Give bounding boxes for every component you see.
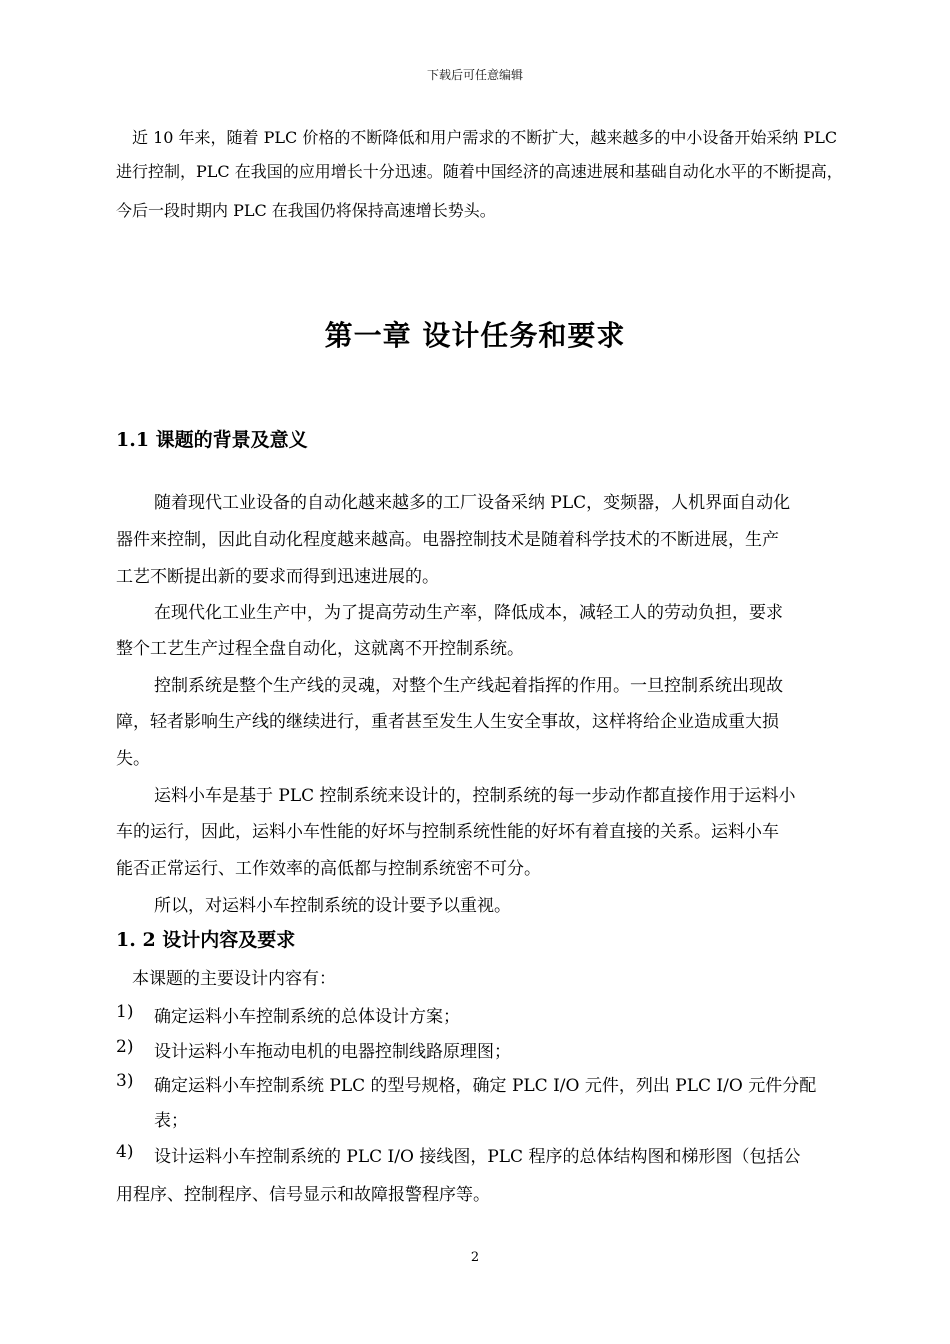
list-text: 确定运料小车控制系统 PLC 的型号规格，确定 PLC I/O 元件，列出 PLC I/O 元件分配 <box>154 1076 817 1096</box>
section-heading-1-1: 1.1 课题的背景及意义 <box>116 429 308 451</box>
section-heading-1-2: 1. 2 设计内容及要求 <box>116 929 296 951</box>
list-number: 1) <box>116 1002 134 1022</box>
list-text: 设计运料小车拖动电机的电器控制线路原理图； <box>154 1042 511 1062</box>
list-text-continued: 用程序、控制程序、信号显示和故障报警程序等。 <box>116 1185 490 1205</box>
page-header: 下载后可任意编辑 <box>426 68 523 82</box>
list-item <box>116 1037 511 1062</box>
intro-line: 进行控制，PLC 在我国的应用增长十分迅速。随着中国经济的高速进展和基础自动化水平的不断提高， <box>116 162 843 181</box>
paragraph-line: 运料小车是基于 PLC 控制系统来设计的，控制系统的每一步动作都直接作用于运料小 <box>154 786 796 806</box>
list-number: 2) <box>116 1037 134 1057</box>
paragraph-line: 在现代化工业生产中，为了提高劳动生产率，降低成本，减轻工人的劳动负担，要求 <box>154 603 783 623</box>
paragraph-line: 随着现代工业设备的自动化越来越多的工厂设备采纳 PLC，变频器，人机界面自动化 <box>154 493 791 513</box>
paragraph-line: 能否正常运行、工作效率的高低都与控制系统密不可分。 <box>116 859 541 879</box>
paragraph-line: 器件来控制，因此自动化程度越来越高。电器控制技术是随着科学技术的不断进展，生产 <box>116 530 779 550</box>
paragraph-line: 失。 <box>116 749 150 769</box>
intro-line: 今后一段时期内 PLC 在我国仍将保持高速增长势头。 <box>116 201 496 220</box>
list-text: 设计运料小车控制系统的 PLC I/O 接线图，PLC 程序的总体结构图和梯形图（包括公 <box>154 1147 801 1167</box>
list-text: 确定运料小车控制系统的总体设计方案； <box>154 1007 460 1027</box>
paragraph-line: 障，轻者影响生产线的继续进行，重者甚至发生人生安全事故，这样将给企业造成重大损 <box>116 712 779 732</box>
paragraph-line: 工艺不断提出新的要求而得到迅速进展的。 <box>116 567 439 587</box>
paragraph-line: 车的运行，因此，运料小车性能的好坏与控制系统性能的好坏有着直接的关系。运料小车 <box>116 822 779 842</box>
list-item <box>116 1002 460 1027</box>
paragraph-line: 控制系统是整个生产线的灵魂，对整个生产线起着指挥的作用。一旦控制系统出现故 <box>154 676 783 696</box>
list-item <box>116 1071 816 1096</box>
list-item <box>116 1142 800 1167</box>
paragraph-line: 所以，对运料小车控制系统的设计要予以重视。 <box>154 896 511 916</box>
paragraph-line: 整个工艺生产过程全盘自动化，这就离不开控制系统。 <box>116 639 524 659</box>
page-number: 2 <box>470 1250 480 1265</box>
section-lead: 本课题的主要设计内容有： <box>132 969 336 989</box>
intro-line: 近 10 年来，随着 PLC 价格的不断降低和用户需求的不断扩大，越来越多的中小设备开始采纳 PLC <box>132 128 838 147</box>
list-text-continued: 表； <box>154 1111 188 1131</box>
list-number: 4) <box>116 1142 134 1162</box>
list-number: 3) <box>116 1071 134 1091</box>
chapter-title: 第一章 设计任务和要求 <box>324 319 626 352</box>
